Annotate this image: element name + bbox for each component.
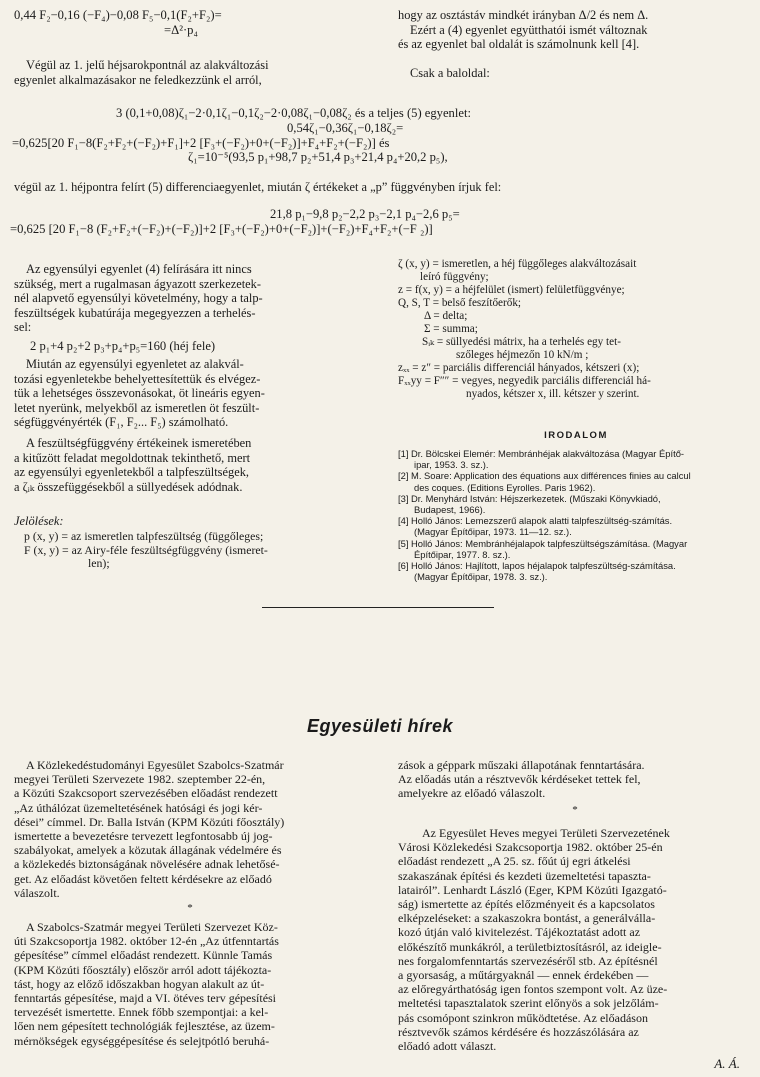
text-line: pás csomópont szinkron működtetése. Az előadáson [398,1010,648,1025]
equation-block-1 [0,106,760,165]
equation-line: 0,54ζ₁−0,36ζ₁−0,18ζ₂= [287,120,404,135]
text-line: nes forgalomfenntartás szervezéséről stb. Az építésnél [398,953,658,968]
text-line: meltetési tapasztalatok szerint előnyös a sok jelzőlám- [398,996,659,1011]
text-line: Ezért a (4) egyenlet együtthatói ismét változnak [410,22,648,37]
reference-line: (Magyar Építőipar, 1973. 11—12. sz.). [414,526,572,538]
equation-line: =0,625[20 F₁−8(F₂+F₂+(−F₂)+F₁]+2 [F₃+(−F₂)+0+(−F₂)]+F₄+F₂+(−F₂)] és [12,135,390,150]
text-line: megyei Területi Szervezete 1982. szeptember 22-én, [14,772,266,787]
notation-line: z = f(x, y) = a héjfelület (ismert) felületfüggvénye; [398,284,625,296]
text-line: a ζᵢₖ összefüggésekből a süllyedések adódnak. [14,479,243,494]
left-body-paragraph-3 [14,436,368,494]
equation-line: 0,44 F₂−0,16 (−F₄)−0,08 F₅−0,1(F₂+F₂)= [14,8,222,22]
text-line: ismertette a bevezetésre tervezett legfontosabb új jog- [14,829,273,844]
text-line: a közlekedés biztonságának növelésére adnak lehetősé- [14,857,280,872]
reference-line: [1] Dr. Bölcskei Elemér: Membránhéjak alakváltozása (Magyar Építő- [398,448,685,459]
top-left-equation [14,8,374,38]
text-line: előadást rendezett „A 25. sz. főút új egri átkelési [398,854,631,869]
reference-line: Építőipar, 1977. 8. sz.). [414,548,511,560]
notation-line: nyados, kétszer x, ill. kétszer y szerint. [466,388,640,400]
text-line: mérnökségek egységgépesítése és selejtpótló beruhá- [14,1033,270,1048]
text-line: ság) ismertette az építés előzményeit és a kapcsolatos [398,897,655,912]
text-line: feszültségek kubatúrája megegyezzen a terhelés- [14,305,256,320]
text-line: és az egyenlet bal oldalát is számolnunk kell [4]. [398,37,640,52]
right-notation [398,258,754,401]
equation-line: =Δ²·p₄ [164,22,198,37]
notation-line: leíró függvény; [420,271,489,283]
middle-sentence: végül az 1. héjpontra felírt (5) differenciaegyenlet, miután ζ értékeket a „p” függvényben írjuk fel: [14,180,502,194]
left-body-paragraph-2 [14,357,368,430]
references-list [398,448,754,582]
text-line: résztvevők számos kérdésére és hozzászólására az [398,1024,639,1039]
equilibrium-equation: 2 p₁+4 p₂+2 p₃+p₄+p₅=160 (héj fele) [30,339,216,353]
reference-line: des coques. (Editions Eyrolles. Paris 1962). [414,481,596,493]
section-divider [262,607,494,608]
text-line: hogy az osztástáv mindkét irányban Δ/2 és nem Δ. [398,8,649,22]
text-line: szükség, mert a rugalmasan ágyazott szerkezetek- [14,276,262,291]
news-heading: Egyesületi hírek [306,716,454,736]
equation-line: 21,8 p₁−9,8 p₂−2,2 p₃−2,1 p₄−2,6 p₅= [270,207,460,221]
equation-line: 3 (0,1+0,08)ζ₁−2·0,1ζ₁−0,1ζ₂−2·0,08ζ₁−0,08ζ₂ és a teljes (5) egyenlet: [116,106,471,120]
text-line: latairól”. Lenhardt László (Eger, KPM Közúti Igazgató- [398,882,667,897]
text-line: Végül az 1. jelű héjsarokpontnál az alakváltozási [26,58,269,72]
text-line: egyenlet alkalmazásakor ne feledkezzünk el arról, [14,72,262,87]
text-line: nél alapvető egyensúlyi követelmény, hogy a talp- [14,291,263,306]
text-line: A feszültségfüggvény értékeinek ismeretében [26,436,252,450]
text-line: kozó útján való kivitelezést. Tájékoztatást adott az [398,925,641,940]
reference-line: [6] Holló János: Hajlított, lapos héjalapok talpfeszültség-számítása. [398,560,676,572]
text-line: úti Szakcsoportja 1982. október 12-én „Az útfenntartás [14,934,279,949]
top-right-paragraph [398,8,752,52]
text-line: Az Egyesület Heves megyei Területi Szervezetének [422,826,670,840]
text-line: a kitűzött feladat megoldottnak tekinthető, mert [14,450,251,465]
reference-line: [4] Holló János: Lemezszerű alapok alatti talpfeszültség-számítás. [398,515,673,527]
text-line: a Közúti Szakcsoport szervezésében előadást rendezett [14,786,278,801]
text-line: „Az úthálózat üzemeltetésének hatósági és jogi kér- [14,800,263,815]
text-line: előkészítő munkákról, a területbiztosításról, az ideigle- [398,939,662,954]
text-line: tervezését ismertette. Ennek főbb szempontjai: a kel- [14,1005,269,1020]
text-line: gépesítése” címmel előadást rendezett. Künnle Tamás [14,948,273,963]
news-left-paragraph-2 [14,920,366,1048]
text-line: tük a lehetséges összevonásokat, öt lineáris egyen- [14,386,265,401]
notation-line: Q, S, T = belső feszítőerők; [398,297,522,309]
notation-line: F (x, y) = az Airy-féle feszültségfüggvény (ismeret- [24,543,268,557]
left-notation [24,530,368,571]
left-body-paragraph-1 [14,262,368,335]
equation-block-2 [0,207,760,237]
text-line: letet nyerünk, melyekből az ismeretlen öt feszült- [14,400,260,415]
text-line: A Közlekedéstudományi Egyesület Szabolcs-Szatmár [26,758,284,772]
right-note: Csak a baloldal: [410,66,490,80]
text-line: A Szabolcs-Szatmár megyei Területi Szervezet Köz- [26,920,278,934]
text-line: Városi Közlekedési Szakcsoportja 1982. október 25-én [398,840,663,855]
text-line: válaszolt. [14,885,60,900]
news-right-paragraph-2 [398,826,752,1053]
text-line: dései” címmel. Dr. Balla István (KPM Közúti főosztály) [14,814,285,829]
text-line: elképzeléseket: a szakaszokra bontást, a generálválla- [398,911,656,926]
notation-line: Fₓₓyy = F″″ = vegyes, negyedik parciális differenciál há- [398,375,651,387]
text-line: lően nem gépesített technológiák fejlesztése, az üzem- [14,1019,275,1034]
reference-line: Budapest, 1966). [414,504,486,516]
signature: A. Á. [714,1056,740,1071]
text-line: zások a géppark műszaki állapotának fenntartására. [398,758,645,772]
notation-line: p (x, y) = az ismeretlen talpfeszültség (függőleges; [24,530,264,543]
separator-star: * [572,804,578,816]
notation-title: Jelölések: [14,514,64,528]
text-line: a gyorsaság, a műtárgyaknál — ennek érdekében — [398,968,649,983]
notation-line: ζ (x, y) = ismeretlen, a héj függőleges alakváltozásait [398,258,637,270]
separator-star: * [187,902,193,914]
notation-line: Σ = summa; [424,323,478,335]
text-line: ségfüggvényérték (F₁, F₂... F₅) számolható. [14,415,229,430]
news-left-paragraph-1 [14,758,366,900]
notation-line: Sᵢₖ = süllyedési mátrix, ha a terhelés egy tet- [422,336,621,348]
notation-line: zₓₓ = z″ = parciális differenciál hányados, kétszeri (x); [398,362,640,374]
text-line: (KPM Közúti főosztály) először arról adott tájékozta- [14,962,272,977]
text-line: get. Az előadást követően feltett kérdésekre az előadó [14,871,272,886]
news-right-paragraph-1 [398,758,752,801]
equation-line: =0,625 [20 F₁−8 (F₂+F₂+(−F₂)+(−F₂)]+2 [F₃+(−F₂)+0+(−F₂)]+(−F₂)+F₄+F₂+(−F ₂)] [10,221,433,236]
text-line: Az előadás után a résztvevők kérdéseket tettek fel, [398,772,641,787]
reference-line: ipar, 1953. 3. sz.). [414,459,489,471]
text-line: előadó adott választ. [398,1039,497,1054]
text-line: az egyensúlyi egyenletekből a talpfeszültségek, [14,465,249,480]
text-line: amelyekre az előadó válaszolt. [398,786,546,801]
reference-line: [3] Dr. Menyhárd István: Héjszerkezetek. (Műszaki Könyvkiadó, [398,492,661,504]
reference-line: [5] Holló János: Membránhéjalapok talpfeszültségszámítása. (Magyar [398,537,688,549]
equation-line: ζ₁=10⁻⁵(93,5 p₁+98,7 p₂+51,4 p₃+21,4 p₄+20,2 p₅), [188,150,448,165]
text-line: Az egyensúlyi egyenlet (4) felírására itt nincs [26,262,252,276]
notation-line: len); [88,557,110,571]
notation-line: Δ = delta; [424,310,468,322]
notation-line: szőleges héjmezőn 10 kN/m ; [456,349,589,361]
text-line: fenntartás gépesítése, majd a VI. ötéves terv gépesítési [14,991,277,1006]
text-line: az előregyárthatóság igen fontos szempont volt. Az üze- [398,982,668,997]
text-line: Miután az egyensúlyi egyenletet az alakvál- [26,357,244,371]
text-line: tozási egyenletekbe behelyettesítettük és elvégez- [14,371,261,386]
reference-line: [2] M. Soare: Application des équations aux différences finies au calcul [398,470,691,482]
reference-line: (Magyar Építőipar, 1978. 3. sz.). [414,571,548,583]
top-left-paragraph [14,58,368,87]
text-line: tást, hogy az előző időszakban hogyan alakult az út- [14,976,265,991]
text-line: sel: [14,320,32,335]
text-line: szakaszának építési és kezdeti üzemeltetési tapaszta- [398,868,651,883]
references-title: IRODALOM [544,430,608,441]
text-line: szabályokat, amelyek a közutak állagának védelmére és [14,843,282,858]
